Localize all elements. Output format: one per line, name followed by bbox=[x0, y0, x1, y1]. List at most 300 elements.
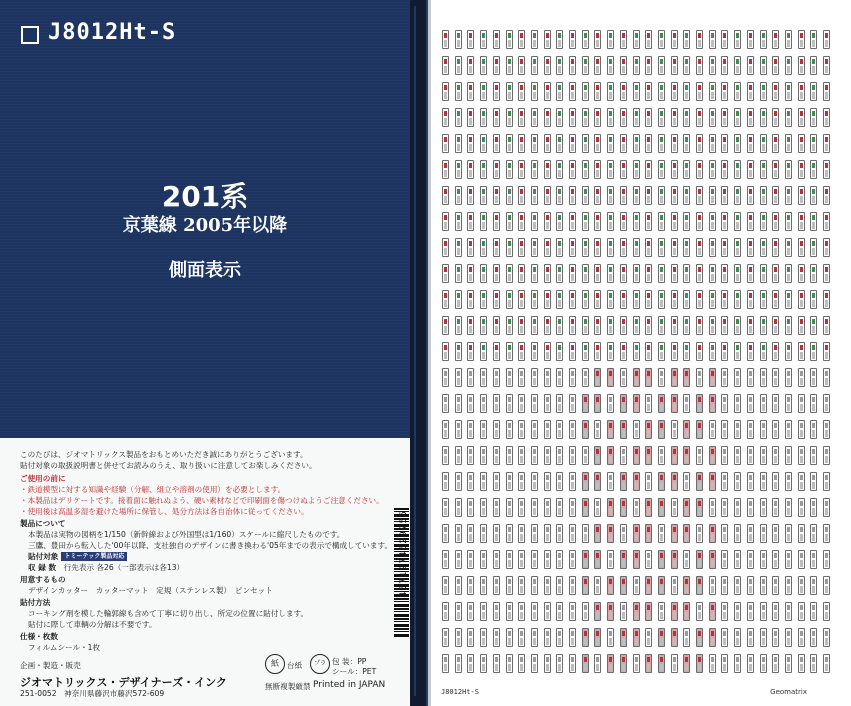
decal-cell bbox=[607, 160, 614, 179]
decal-cell bbox=[709, 134, 716, 153]
decal-cell bbox=[658, 498, 665, 517]
decal-cell bbox=[582, 472, 589, 491]
decal-cell bbox=[683, 30, 690, 49]
decal-cell bbox=[645, 134, 652, 153]
decal-cell bbox=[823, 550, 830, 569]
decal-cell bbox=[798, 550, 805, 569]
decal-cell bbox=[747, 654, 754, 673]
decal-cell bbox=[721, 498, 728, 517]
decal-cell bbox=[455, 82, 462, 101]
decal-cell bbox=[721, 290, 728, 309]
decal-cell bbox=[798, 394, 805, 413]
decal-cell bbox=[493, 602, 500, 621]
decal-cell bbox=[747, 290, 754, 309]
decal-cell bbox=[721, 602, 728, 621]
decal-cell bbox=[721, 420, 728, 439]
decal-cell bbox=[455, 56, 462, 75]
decal-cell bbox=[620, 472, 627, 491]
material-line: 包 装：PP bbox=[332, 657, 367, 666]
decal-cell bbox=[645, 238, 652, 257]
decal-cell bbox=[518, 290, 525, 309]
decal-cell bbox=[683, 56, 690, 75]
decal-cell bbox=[531, 524, 538, 543]
decal-cell bbox=[645, 212, 652, 231]
decal-cell bbox=[721, 446, 728, 465]
decal-cell bbox=[506, 82, 513, 101]
decal-cell bbox=[569, 602, 576, 621]
decal-cell bbox=[455, 134, 462, 153]
decal-cell bbox=[810, 342, 817, 361]
decal-cell bbox=[810, 420, 817, 439]
count-label: 収 録 数 bbox=[28, 563, 57, 572]
decal-cell bbox=[493, 316, 500, 335]
decal-cell bbox=[531, 420, 538, 439]
decal-cell bbox=[544, 264, 551, 283]
decal-cell bbox=[455, 212, 462, 231]
decal-cell bbox=[544, 56, 551, 75]
decal-cell bbox=[544, 576, 551, 595]
decal-cell bbox=[582, 56, 589, 75]
decal-cell bbox=[556, 498, 563, 517]
decal-cell bbox=[721, 238, 728, 257]
decal-cell bbox=[620, 550, 627, 569]
decal-cell bbox=[747, 82, 754, 101]
decal-cell bbox=[696, 654, 703, 673]
decal-cell bbox=[772, 238, 779, 257]
decal-cell bbox=[747, 108, 754, 127]
decal-cell bbox=[785, 654, 792, 673]
decal-cell bbox=[798, 30, 805, 49]
decal-cell bbox=[442, 550, 449, 569]
decal-cell bbox=[556, 56, 563, 75]
decal-grid bbox=[442, 30, 836, 680]
decal-cell bbox=[721, 56, 728, 75]
decal-cell bbox=[734, 56, 741, 75]
decal-cell bbox=[747, 316, 754, 335]
decal-cell bbox=[493, 238, 500, 257]
decal-cell bbox=[734, 342, 741, 361]
decal-cell bbox=[467, 368, 474, 387]
decal-cell bbox=[747, 498, 754, 517]
decal-cell bbox=[607, 212, 614, 231]
decal-cell bbox=[633, 56, 640, 75]
decal-cell bbox=[785, 394, 792, 413]
decal-cell bbox=[810, 56, 817, 75]
decal-cell bbox=[760, 576, 767, 595]
decal-cell bbox=[594, 316, 601, 335]
decal-cell bbox=[823, 602, 830, 621]
decal-cell bbox=[569, 56, 576, 75]
decal-cell bbox=[645, 290, 652, 309]
decal-cell bbox=[493, 160, 500, 179]
decal-cell bbox=[772, 628, 779, 647]
decal-cell bbox=[810, 134, 817, 153]
decal-cell bbox=[645, 654, 652, 673]
decal-cell bbox=[607, 524, 614, 543]
decal-cell bbox=[798, 342, 805, 361]
decal-cell bbox=[455, 238, 462, 257]
decal-cell bbox=[544, 108, 551, 127]
decal-cell bbox=[645, 472, 652, 491]
decal-cell bbox=[823, 498, 830, 517]
decal-cell bbox=[747, 576, 754, 595]
decal-cell bbox=[772, 316, 779, 335]
decal-cell bbox=[467, 160, 474, 179]
decal-cell bbox=[747, 524, 754, 543]
decal-cell bbox=[569, 160, 576, 179]
decal-cell bbox=[480, 576, 487, 595]
decal-cell bbox=[607, 316, 614, 335]
decal-cell bbox=[721, 82, 728, 101]
decal-cell bbox=[734, 290, 741, 309]
decal-cell bbox=[467, 446, 474, 465]
decal-cell bbox=[772, 82, 779, 101]
decal-cell bbox=[518, 134, 525, 153]
decal-cell bbox=[531, 56, 538, 75]
decal-cell bbox=[480, 30, 487, 49]
decal-cell bbox=[620, 446, 627, 465]
decal-cell bbox=[493, 108, 500, 127]
decal-cell bbox=[658, 82, 665, 101]
decal-cell bbox=[506, 290, 513, 309]
decal-cell bbox=[734, 316, 741, 335]
decal-cell bbox=[798, 134, 805, 153]
decal-cell bbox=[785, 368, 792, 387]
decal-cell bbox=[467, 628, 474, 647]
decal-cell bbox=[772, 446, 779, 465]
decal-cell bbox=[823, 290, 830, 309]
tools-heading: 用意するもの bbox=[20, 575, 66, 584]
decal-cell bbox=[747, 134, 754, 153]
decal-cell bbox=[683, 82, 690, 101]
decal-cell bbox=[810, 654, 817, 673]
decal-cell bbox=[709, 238, 716, 257]
decal-cell bbox=[607, 30, 614, 49]
decal-cell bbox=[671, 316, 678, 335]
decal-cell bbox=[569, 82, 576, 101]
decal-cell bbox=[544, 186, 551, 205]
decal-cell bbox=[772, 576, 779, 595]
decal-cell bbox=[506, 446, 513, 465]
decal-cell bbox=[506, 342, 513, 361]
decal-cell bbox=[760, 368, 767, 387]
decal-cell bbox=[506, 498, 513, 517]
decal-cell bbox=[556, 290, 563, 309]
decal-cell bbox=[493, 290, 500, 309]
decal-cell bbox=[493, 264, 500, 283]
decal-cell bbox=[645, 394, 652, 413]
decal-cell bbox=[709, 316, 716, 335]
decal-cell bbox=[544, 342, 551, 361]
decal-cell bbox=[531, 134, 538, 153]
decal-cell bbox=[455, 550, 462, 569]
decal-cell bbox=[620, 290, 627, 309]
decal-cell bbox=[671, 654, 678, 673]
decal-cell bbox=[760, 30, 767, 49]
decal-cell bbox=[785, 472, 792, 491]
decal-cell bbox=[594, 524, 601, 543]
decal-cell bbox=[531, 160, 538, 179]
decal-cell bbox=[467, 472, 474, 491]
decal-cell bbox=[734, 446, 741, 465]
decal-cell bbox=[760, 160, 767, 179]
decal-cell bbox=[582, 368, 589, 387]
decal-cell bbox=[607, 472, 614, 491]
decal-cell bbox=[531, 290, 538, 309]
decal-cell bbox=[734, 238, 741, 257]
decal-cell bbox=[734, 654, 741, 673]
decal-cell bbox=[467, 212, 474, 231]
decal-cell bbox=[747, 160, 754, 179]
decal-cell bbox=[658, 316, 665, 335]
barcode-number: 4571274629755 bbox=[399, 510, 409, 598]
decal-cell bbox=[671, 342, 678, 361]
maker-address: 251-0052 神奈川県藤沢市藤沢572-609 bbox=[20, 689, 165, 698]
decal-cell bbox=[721, 108, 728, 127]
decal-cell bbox=[582, 264, 589, 283]
decal-cell bbox=[658, 368, 665, 387]
decal-cell bbox=[582, 212, 589, 231]
decal-cell bbox=[709, 498, 716, 517]
decal-cell bbox=[760, 654, 767, 673]
decal-cell bbox=[645, 446, 652, 465]
decal-cell bbox=[810, 602, 817, 621]
decal-cell bbox=[633, 576, 640, 595]
decal-cell bbox=[658, 342, 665, 361]
decal-cell bbox=[620, 602, 627, 621]
decal-cell bbox=[721, 550, 728, 569]
decal-cell bbox=[772, 160, 779, 179]
decal-cell bbox=[671, 576, 678, 595]
decal-cell bbox=[683, 576, 690, 595]
decal-cell bbox=[645, 368, 652, 387]
decal-cell bbox=[658, 420, 665, 439]
decal-cell bbox=[442, 394, 449, 413]
decal-cell bbox=[633, 238, 640, 257]
decal-cell bbox=[493, 82, 500, 101]
decal-cell bbox=[556, 394, 563, 413]
decal-cell bbox=[544, 550, 551, 569]
decal-cell bbox=[645, 550, 652, 569]
decal-cell bbox=[594, 368, 601, 387]
decal-cell bbox=[531, 654, 538, 673]
decal-cell bbox=[658, 290, 665, 309]
decal-cell bbox=[772, 108, 779, 127]
decal-cell bbox=[772, 394, 779, 413]
decal-cell bbox=[709, 30, 716, 49]
decal-cell bbox=[772, 550, 779, 569]
decal-cell bbox=[683, 446, 690, 465]
decal-cell bbox=[671, 108, 678, 127]
decal-cell bbox=[645, 524, 652, 543]
decal-cell bbox=[607, 134, 614, 153]
decal-cell bbox=[480, 134, 487, 153]
decal-cell bbox=[455, 108, 462, 127]
decal-cell bbox=[569, 264, 576, 283]
decal-cell bbox=[772, 498, 779, 517]
decal-cell bbox=[531, 212, 538, 231]
decal-cell bbox=[696, 264, 703, 283]
decal-cell bbox=[760, 264, 767, 283]
decal-cell bbox=[696, 576, 703, 595]
decal-cell bbox=[467, 420, 474, 439]
decal-cell bbox=[518, 212, 525, 231]
decal-cell bbox=[569, 550, 576, 569]
decal-cell bbox=[594, 654, 601, 673]
decal-cell bbox=[785, 316, 792, 335]
decal-cell bbox=[823, 576, 830, 595]
decal-cell bbox=[721, 394, 728, 413]
decal-cell bbox=[709, 550, 716, 569]
decal-cell bbox=[607, 342, 614, 361]
decal-cell bbox=[518, 30, 525, 49]
decal-cell bbox=[544, 212, 551, 231]
decal-cell bbox=[633, 472, 640, 491]
decal-cell bbox=[772, 472, 779, 491]
decal-cell bbox=[760, 82, 767, 101]
decal-cell bbox=[683, 134, 690, 153]
decal-cell bbox=[556, 550, 563, 569]
decal-cell bbox=[709, 472, 716, 491]
decal-cell bbox=[455, 524, 462, 543]
decal-cell bbox=[493, 576, 500, 595]
decal-cell bbox=[810, 264, 817, 283]
decal-cell bbox=[594, 82, 601, 101]
decal-cell bbox=[569, 238, 576, 257]
decal-cell bbox=[798, 524, 805, 543]
decal-cell bbox=[658, 394, 665, 413]
decal-cell bbox=[785, 108, 792, 127]
decal-cell bbox=[506, 264, 513, 283]
decal-cell bbox=[721, 186, 728, 205]
decal-cell bbox=[569, 108, 576, 127]
decal-cell bbox=[747, 628, 754, 647]
decal-cell bbox=[633, 134, 640, 153]
decal-cell bbox=[671, 134, 678, 153]
decal-cell bbox=[734, 420, 741, 439]
decal-cell bbox=[760, 524, 767, 543]
decal-cell bbox=[480, 446, 487, 465]
decal-cell bbox=[760, 316, 767, 335]
product-code: J8012Ht-S bbox=[48, 20, 177, 45]
decal-cell bbox=[760, 56, 767, 75]
decal-cell bbox=[747, 420, 754, 439]
decal-cell bbox=[569, 420, 576, 439]
decal-cell bbox=[721, 472, 728, 491]
decal-cell bbox=[671, 446, 678, 465]
decal-cell bbox=[544, 524, 551, 543]
decal-cell bbox=[798, 316, 805, 335]
decal-cell bbox=[696, 56, 703, 75]
decal-cell bbox=[798, 108, 805, 127]
decal-cell bbox=[798, 576, 805, 595]
decal-cell bbox=[709, 368, 716, 387]
decal-cell bbox=[683, 108, 690, 127]
decal-cell bbox=[467, 550, 474, 569]
decal-cell bbox=[747, 342, 754, 361]
decal-cell bbox=[823, 654, 830, 673]
decal-cell bbox=[607, 290, 614, 309]
target-badge: トミーテック製品対応 bbox=[61, 552, 127, 561]
decal-cell bbox=[658, 472, 665, 491]
decal-cell bbox=[569, 212, 576, 231]
decal-cell bbox=[480, 550, 487, 569]
decal-cell bbox=[493, 550, 500, 569]
decal-cell bbox=[582, 446, 589, 465]
decal-cell bbox=[760, 628, 767, 647]
decal-cell bbox=[760, 498, 767, 517]
decal-cell bbox=[823, 394, 830, 413]
decal-cell bbox=[518, 472, 525, 491]
decal-cell bbox=[455, 602, 462, 621]
decal-cell bbox=[556, 238, 563, 257]
decal-cell bbox=[480, 238, 487, 257]
decal-cell bbox=[785, 602, 792, 621]
decal-cell bbox=[683, 160, 690, 179]
decal-cell bbox=[607, 446, 614, 465]
decal-cell bbox=[556, 212, 563, 231]
decal-cell bbox=[734, 628, 741, 647]
decal-cell bbox=[569, 290, 576, 309]
decal-cell bbox=[544, 498, 551, 517]
decal-cell bbox=[645, 498, 652, 517]
package-cover bbox=[0, 0, 410, 438]
decal-cell bbox=[493, 30, 500, 49]
decal-cell bbox=[518, 628, 525, 647]
decal-cell bbox=[823, 212, 830, 231]
decal-cell bbox=[556, 186, 563, 205]
decal-cell bbox=[810, 108, 817, 127]
decal-cell bbox=[531, 498, 538, 517]
decal-cell bbox=[569, 628, 576, 647]
decal-cell bbox=[747, 394, 754, 413]
decal-cell bbox=[493, 654, 500, 673]
decal-cell bbox=[709, 628, 716, 647]
decal-cell bbox=[544, 420, 551, 439]
decal-cell bbox=[798, 238, 805, 257]
decal-cell bbox=[721, 160, 728, 179]
decal-cell bbox=[683, 212, 690, 231]
decal-cell bbox=[480, 212, 487, 231]
decal-cell bbox=[582, 290, 589, 309]
decal-cell bbox=[658, 238, 665, 257]
decal-cell bbox=[544, 316, 551, 335]
decal-cell bbox=[785, 628, 792, 647]
decal-cell bbox=[798, 56, 805, 75]
decal-cell bbox=[480, 290, 487, 309]
decal-cell bbox=[760, 186, 767, 205]
decal-cell bbox=[810, 446, 817, 465]
decal-cell bbox=[671, 56, 678, 75]
seal-line: シール：PET bbox=[332, 667, 377, 676]
decal-cell bbox=[531, 550, 538, 569]
decal-cell bbox=[734, 472, 741, 491]
decal-cell bbox=[696, 160, 703, 179]
decal-cell bbox=[772, 264, 779, 283]
decal-cell bbox=[709, 290, 716, 309]
decal-cell bbox=[480, 264, 487, 283]
decal-cell bbox=[620, 628, 627, 647]
decal-cell bbox=[734, 602, 741, 621]
decal-cell bbox=[683, 316, 690, 335]
decal-cell bbox=[582, 82, 589, 101]
decal-cell bbox=[658, 160, 665, 179]
decal-cell bbox=[442, 472, 449, 491]
code-square-icon bbox=[21, 26, 39, 44]
decal-cell bbox=[569, 472, 576, 491]
decal-cell bbox=[658, 212, 665, 231]
decal-cell bbox=[633, 550, 640, 569]
